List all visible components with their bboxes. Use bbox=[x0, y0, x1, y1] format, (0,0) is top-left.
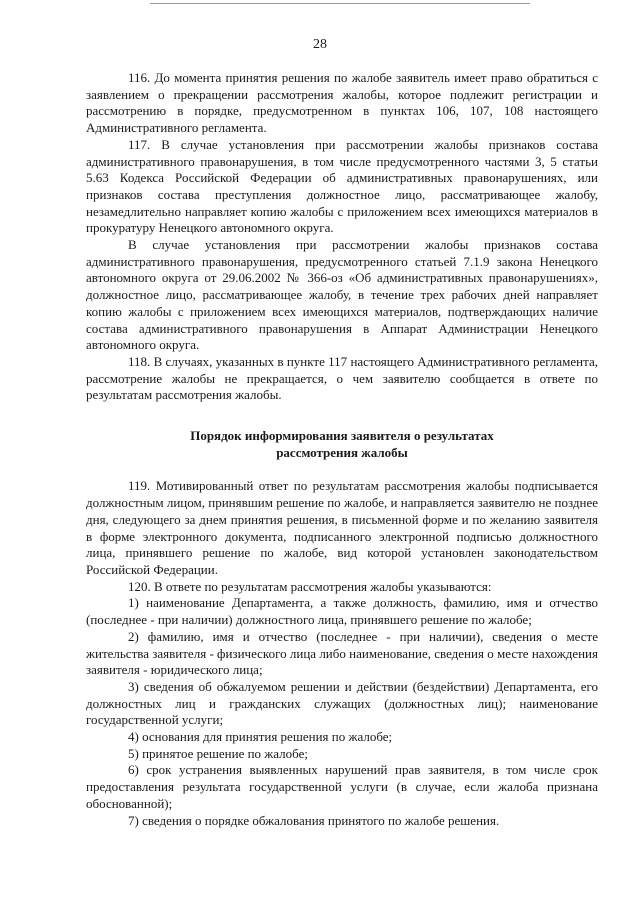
list-item-4: 4) основания для принятия решения по жалобе; bbox=[128, 729, 393, 745]
list-item-5: 5) принятое решение по жалобе; bbox=[128, 745, 308, 761]
paragraph-119: 119. Мотивированный ответ по результатам рассмотрения жалобы подписывается должностным лицом, принявшим решение по жалобе, и направляется заявителю не позднее дня, следующего за днем принятия решения, в письменной форме и по желанию заявителя в форме электронного документа, подписанного электронной подписью должностного лица, принявшего решение по жалобе, вид которой установлен законодательством Российской Федерации. bbox=[86, 478, 598, 577]
paragraph-116: 116. До момента принятия решения по жалобе заявитель имеет право обратиться с заявлением о прекращении рассмотрения жалобы, которое подлежит регистрации и рассмотрению в порядке, предусмотренном в пунктах 106, 107, 108 настоящего Административного регламента. bbox=[86, 70, 598, 136]
paragraph-117-continued: В случае установления при рассмотрении жалобы признаков состава административного правонарушения, предусмотренного статьей 7.1.9 закона Ненецкого автономного округа от 29.06.2002 № 366-оз «Об административных правонарушениях», должностное лицо, рассматривающее жалобу, в течение трех рабочих дней направляет копию жалобы с приложением всех имеющихся материалов, подтверждающих наличие состава административного правонарушения в Аппарат Администрации Ненецкого автономного округа. bbox=[86, 237, 598, 353]
paragraph-118: 118. В случаях, указанных в пункте 117 настоящего Административного регламента, рассмотрение жалобы не прекращается, о чем заявителю сообщается в ответе по результатам рассмотрения жалобы. bbox=[86, 353, 598, 403]
list-item-7: 7) сведения о порядке обжалования принятого по жалобе решения. bbox=[128, 812, 500, 828]
list-item-1: 1) наименование Департамента, а также должность, фамилию, имя и отчество (последнее - при наличии) должностного лица, принявшего решение по жалобе; bbox=[86, 595, 598, 628]
section-heading-line-2: рассмотрения жалобы bbox=[276, 444, 408, 460]
page-top-edge bbox=[150, 3, 530, 4]
document-body bbox=[86, 70, 598, 829]
list-item-3: 3) сведения об обжалуемом решении и действии (бездействии) Департамента, его должностных лиц и гражданских служащих (должностных лиц); наименование государственной услуги; bbox=[86, 678, 598, 728]
section-heading-line-1: Порядок информирования заявителя о результатах bbox=[190, 428, 494, 444]
section-heading bbox=[86, 428, 598, 461]
paragraph-117: 117. В случае установления при рассмотрении жалобы признаков состава административного правонарушения, в том числе предусмотренного частями 3, 5 статьи 5.63 Кодекса Российской Федерации об административных правонарушениях, или признаков состава преступления должностное лицо, рассматривающее жалобу, незамедлительно направляет копию жалобы с приложением всех имеющихся материалов в прокуратуру Ненецкого автономного округа. bbox=[86, 136, 598, 236]
page-number: 28 bbox=[313, 37, 327, 52]
paragraph-120: 120. В ответе по результатам рассмотрения жалобы указываются: bbox=[128, 578, 492, 594]
list-item-6: 6) срок устранения выявленных нарушений прав заявителя, в том числе срок предоставления результата государственной услуги (в случае, если жалоба признана обоснованной); bbox=[86, 762, 598, 811]
list-item-2: 2) фамилию, имя и отчество (последнее - при наличии), сведения о месте жительства заявителя - физического лица либо наименование, сведения о месте нахождения заявителя - юридического лица; bbox=[86, 628, 598, 678]
